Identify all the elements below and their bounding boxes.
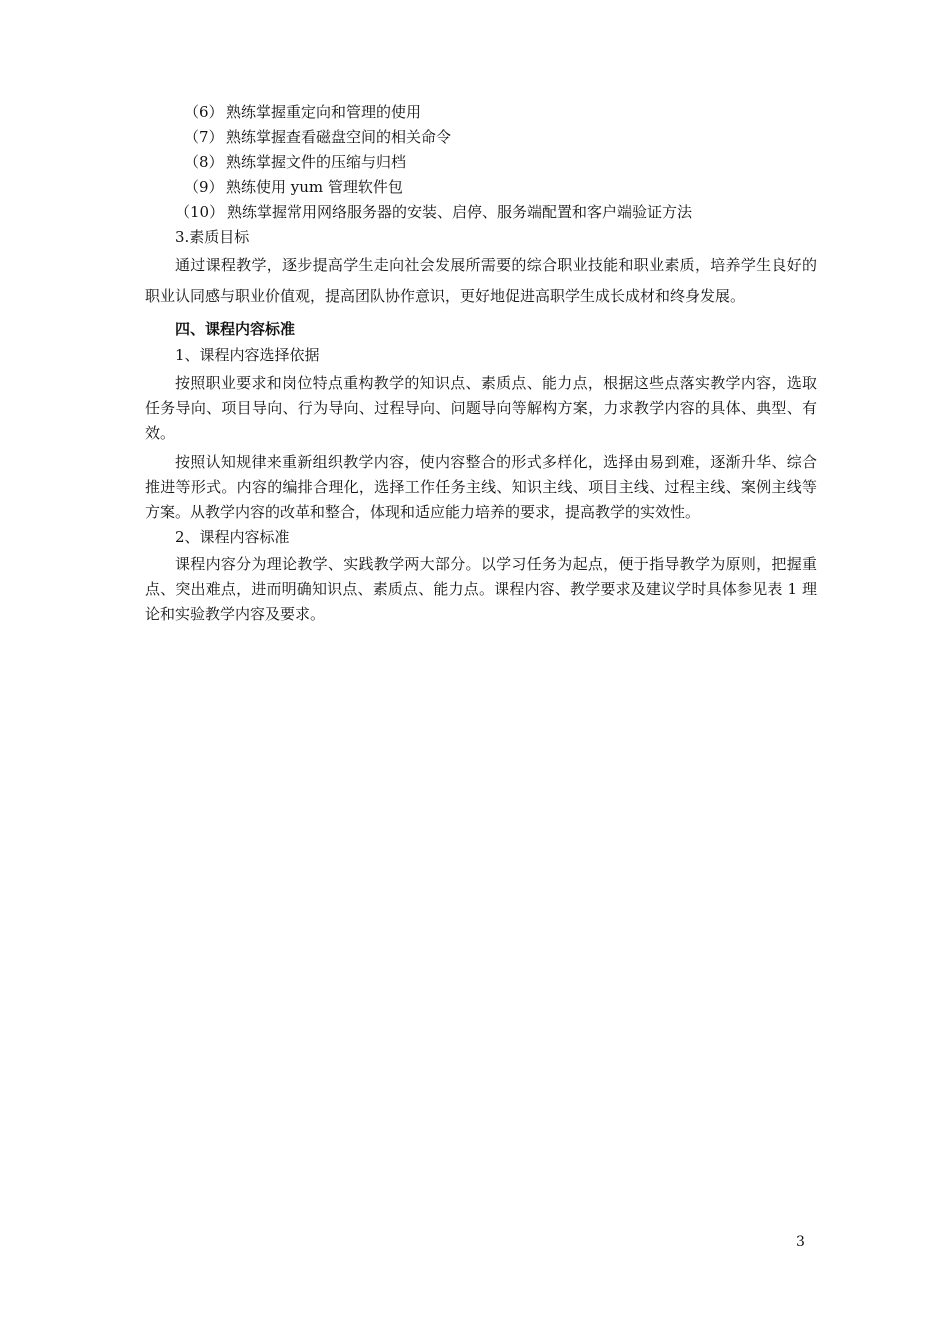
subsection-title: 1、课程内容选择依据: [175, 346, 320, 364]
list-item: [145, 150, 817, 175]
list-item: [145, 200, 817, 225]
item-text: 熟练掌握常用网络服务器的安装、启停、服务端配置和客户端验证方法: [227, 203, 693, 221]
item-number: （6）: [184, 103, 224, 121]
subsection-title: 2、课程内容标准: [175, 528, 290, 546]
list-item: [145, 100, 817, 125]
item-number: （10）: [175, 203, 225, 221]
item-number: （8）: [184, 153, 224, 171]
page-content: [145, 100, 817, 627]
list-item: [145, 175, 817, 200]
page-number: 3: [796, 1234, 805, 1250]
list-item: [145, 125, 817, 150]
item-text: 熟练使用 yum 管理软件包: [226, 178, 403, 196]
paragraph: 课程内容分为理论教学、实践教学两大部分。以学习任务为起点，便于指导教学为原则，把握重点、突出难点，进而明确知识点、素质点、能力点。课程内容、教学要求及建议学时具体参见表 1 理论和实验教学内容及要求。: [145, 555, 817, 623]
item-text: 熟练掌握文件的压缩与归档: [226, 153, 407, 171]
quality-goal-title: 3.素质目标: [175, 228, 250, 246]
item-text: 熟练掌握重定向和管理的使用: [226, 103, 422, 121]
paragraph: 按照认知规律来重新组织教学内容，使内容整合的形式多样化，选择由易到难，逐渐升华、综合推进等形式。内容的编排合理化，选择工作任务主线、知识主线、项目主线、过程主线、案例主线等方案。从教学内容的改革和整合，体现和适应能力培养的要求，提高教学的实效性。: [145, 453, 817, 521]
item-number: （7）: [184, 128, 224, 146]
item-number: （9）: [184, 178, 224, 196]
paragraph: 按照职业要求和岗位特点重构教学的知识点、素质点、能力点，根据这些点落实教学内容，选取任务导向、项目导向、行为导向、过程导向、问题导向等解构方案，力求教学内容的具体、典型、有效。: [145, 374, 817, 442]
section-heading: 四、课程内容标准: [175, 320, 296, 338]
quality-goal-paragraph: 通过课程教学，逐步提高学生走向社会发展所需要的综合职业技能和职业素质，培养学生良好的职业认同感与职业价值观，提高团队协作意识，更好地促进高职学生成长成材和终身发展。: [145, 256, 817, 305]
item-text: 熟练掌握查看磁盘空间的相关命令: [226, 128, 452, 146]
